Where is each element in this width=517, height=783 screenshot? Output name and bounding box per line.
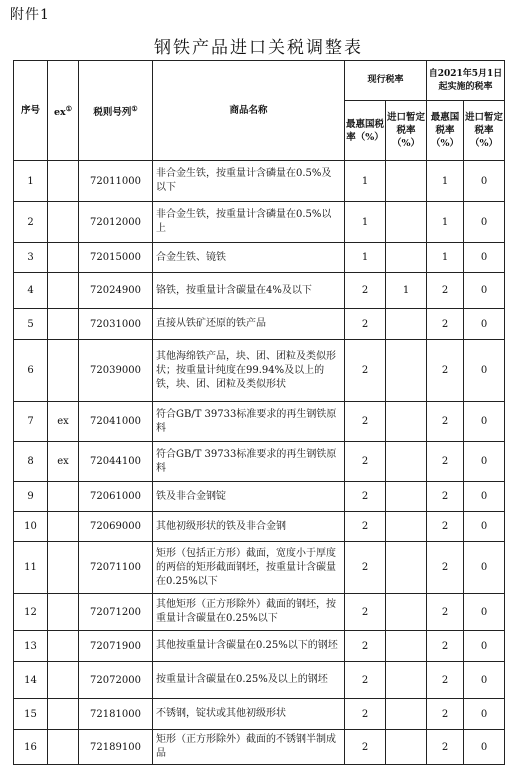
cell-name: 非合金生铁，按重量计含磷量在0.5%以上 [153,202,345,243]
header-ex-label: ex [54,107,66,119]
cell-provisional-new: 0 [464,202,505,243]
cell-ex: ex [48,402,79,442]
cell-provisional [386,542,427,594]
cell-ex [48,662,79,699]
table-row [14,273,505,309]
cell-code: 72061000 [79,482,153,512]
cell-code: 72072000 [79,662,153,699]
cell-ex: ex [48,442,79,482]
cell-mfn: 2 [345,662,386,699]
table-row [14,161,505,202]
cell-seq: 9 [14,482,48,512]
attachment-label: 附件1 [10,7,50,23]
cell-seq: 16 [14,730,48,765]
table-row [14,202,505,243]
cell-name: 符合GB/T 39733标准要求的再生钢铁原料 [153,442,345,482]
cell-ex [48,730,79,765]
cell-provisional [386,631,427,662]
cell-ex [48,512,79,542]
cell-mfn: 2 [345,631,386,662]
cell-name: 其他矩形（正方形除外）截面的钢坯，按重量计含碳量在0.25%以下 [153,594,345,631]
cell-mfn: 2 [345,442,386,482]
cell-mfn: 2 [345,340,386,402]
tariff-table [13,60,505,765]
cell-name: 非合金生铁，按重量计含磷量在0.5%及以下 [153,161,345,202]
header-provisional: 进口暂定税率（%） [386,101,427,161]
cell-seq: 2 [14,202,48,243]
cell-provisional: 1 [386,273,427,309]
cell-mfn-new: 2 [427,340,464,402]
cell-code: 72044100 [79,442,153,482]
cell-code: 72039000 [79,340,153,402]
cell-mfn-new: 2 [427,594,464,631]
table-row [14,309,505,340]
cell-provisional-new: 0 [464,631,505,662]
cell-provisional [386,202,427,243]
cell-code: 72031000 [79,309,153,340]
table-row [14,594,505,631]
table-row [14,699,505,730]
cell-ex [48,542,79,594]
cell-mfn: 2 [345,273,386,309]
cell-mfn-new: 1 [427,243,464,273]
cell-mfn-new: 2 [427,482,464,512]
cell-ex [48,309,79,340]
cell-ex [48,631,79,662]
table-row [14,340,505,402]
cell-seq: 5 [14,309,48,340]
cell-mfn: 2 [345,542,386,594]
header-seq: 序号 [14,61,48,161]
cell-seq: 7 [14,402,48,442]
cell-mfn: 2 [345,594,386,631]
cell-ex [48,482,79,512]
cell-mfn-new: 2 [427,631,464,662]
cell-mfn-new: 1 [427,202,464,243]
cell-name: 矩形（正方形除外）截面的不锈钢半制成品 [153,730,345,765]
cell-mfn: 2 [345,309,386,340]
cell-provisional [386,402,427,442]
cell-name: 铁及非合金钢锭 [153,482,345,512]
cell-provisional [386,512,427,542]
cell-mfn-new: 2 [427,542,464,594]
cell-name: 铬铁，按重量计含碳量在4%及以下 [153,273,345,309]
cell-name: 按重量计含碳量在0.25%及以上的钢坯 [153,662,345,699]
cell-provisional [386,662,427,699]
cell-provisional-new: 0 [464,699,505,730]
cell-seq: 15 [14,699,48,730]
cell-seq: 10 [14,512,48,542]
cell-ex [48,161,79,202]
cell-provisional [386,730,427,765]
cell-provisional [386,340,427,402]
cell-provisional [386,309,427,340]
cell-seq: 3 [14,243,48,273]
header-current-rate: 现行税率 [345,61,427,101]
cell-seq: 4 [14,273,48,309]
cell-provisional [386,161,427,202]
cell-ex [48,243,79,273]
cell-provisional-new: 0 [464,442,505,482]
table-row [14,512,505,542]
table-row [14,442,505,482]
cell-mfn: 2 [345,402,386,442]
cell-name: 符合GB/T 39733标准要求的再生钢铁原料 [153,402,345,442]
header-name: 商品名称 [153,61,345,161]
cell-ex [48,202,79,243]
cell-provisional-new: 0 [464,594,505,631]
cell-provisional-new: 0 [464,309,505,340]
cell-ex [48,594,79,631]
cell-code: 72015000 [79,243,153,273]
cell-code: 72011000 [79,161,153,202]
cell-mfn-new: 2 [427,662,464,699]
cell-mfn-new: 2 [427,273,464,309]
cell-provisional [386,442,427,482]
cell-name: 其他初级形状的铁及非合金钢 [153,512,345,542]
table-body [14,161,505,765]
cell-ex [48,699,79,730]
table-row [14,402,505,442]
cell-provisional-new: 0 [464,730,505,765]
cell-provisional-new: 0 [464,662,505,699]
cell-seq: 12 [14,594,48,631]
cell-mfn-new: 2 [427,309,464,340]
cell-provisional-new: 0 [464,482,505,512]
cell-seq: 11 [14,542,48,594]
cell-seq: 13 [14,631,48,662]
cell-code: 72189100 [79,730,153,765]
table-row [14,243,505,273]
cell-provisional-new: 0 [464,161,505,202]
cell-mfn: 2 [345,730,386,765]
cell-provisional-new: 0 [464,340,505,402]
cell-name: 直接从铁矿还原的铁产品 [153,309,345,340]
header-new-rate: 自2021年5月1日起实施的税率 [427,61,505,101]
cell-provisional-new: 0 [464,273,505,309]
cell-ex [48,340,79,402]
header-ex-mark: ① [65,103,72,113]
cell-mfn: 2 [345,482,386,512]
cell-seq: 6 [14,340,48,402]
cell-seq: 14 [14,662,48,699]
cell-mfn-new: 2 [427,512,464,542]
cell-provisional [386,594,427,631]
header-ex [48,61,79,161]
cell-code: 72071100 [79,542,153,594]
cell-code: 72041000 [79,402,153,442]
header-code-mark: ① [131,103,138,113]
cell-mfn-new: 2 [427,730,464,765]
cell-provisional-new: 0 [464,243,505,273]
cell-code: 72012000 [79,202,153,243]
cell-provisional [386,699,427,730]
page-title: 钢铁产品进口关税调整表 [154,38,363,58]
cell-mfn: 1 [345,161,386,202]
cell-code: 72071900 [79,631,153,662]
cell-code: 72024900 [79,273,153,309]
cell-provisional [386,482,427,512]
table-row [14,631,505,662]
cell-provisional [386,243,427,273]
table-row [14,542,505,594]
cell-seq: 8 [14,442,48,482]
cell-name: 其他按重量计含碳量在0.25%以下的钢坯 [153,631,345,662]
cell-code: 72069000 [79,512,153,542]
cell-name: 合金生铁、镜铁 [153,243,345,273]
table-row [14,730,505,765]
cell-provisional-new: 0 [464,402,505,442]
cell-code: 72181000 [79,699,153,730]
header-code [79,61,153,161]
cell-name: 其他海绵铁产品，块、团、团粒及类似形状；按重量计纯度在99.94%及以上的铁，块、团、团粒及类似形状 [153,340,345,402]
cell-provisional-new: 0 [464,512,505,542]
header-mfn-new: 最惠国税率（%） [427,101,464,161]
cell-name: 不锈钢，锭状或其他初级形状 [153,699,345,730]
cell-mfn-new: 2 [427,442,464,482]
cell-seq: 1 [14,161,48,202]
cell-mfn: 2 [345,512,386,542]
cell-code: 72071200 [79,594,153,631]
cell-provisional-new: 0 [464,542,505,594]
table-row [14,482,505,512]
cell-mfn: 2 [345,699,386,730]
header-code-label: 税则号列 [93,107,132,119]
cell-mfn: 1 [345,243,386,273]
header-mfn: 最惠国税率（%） [345,101,386,161]
header-provisional-new: 进口暂定税率（%） [464,101,505,161]
cell-ex [48,273,79,309]
cell-mfn: 1 [345,202,386,243]
cell-mfn-new: 2 [427,402,464,442]
table-row [14,662,505,699]
cell-mfn-new: 1 [427,161,464,202]
cell-name: 矩形（包括正方形）截面，宽度小于厚度的两倍的矩形截面钢坯，按重量计含碳量在0.25%以下 [153,542,345,594]
cell-mfn-new: 2 [427,699,464,730]
